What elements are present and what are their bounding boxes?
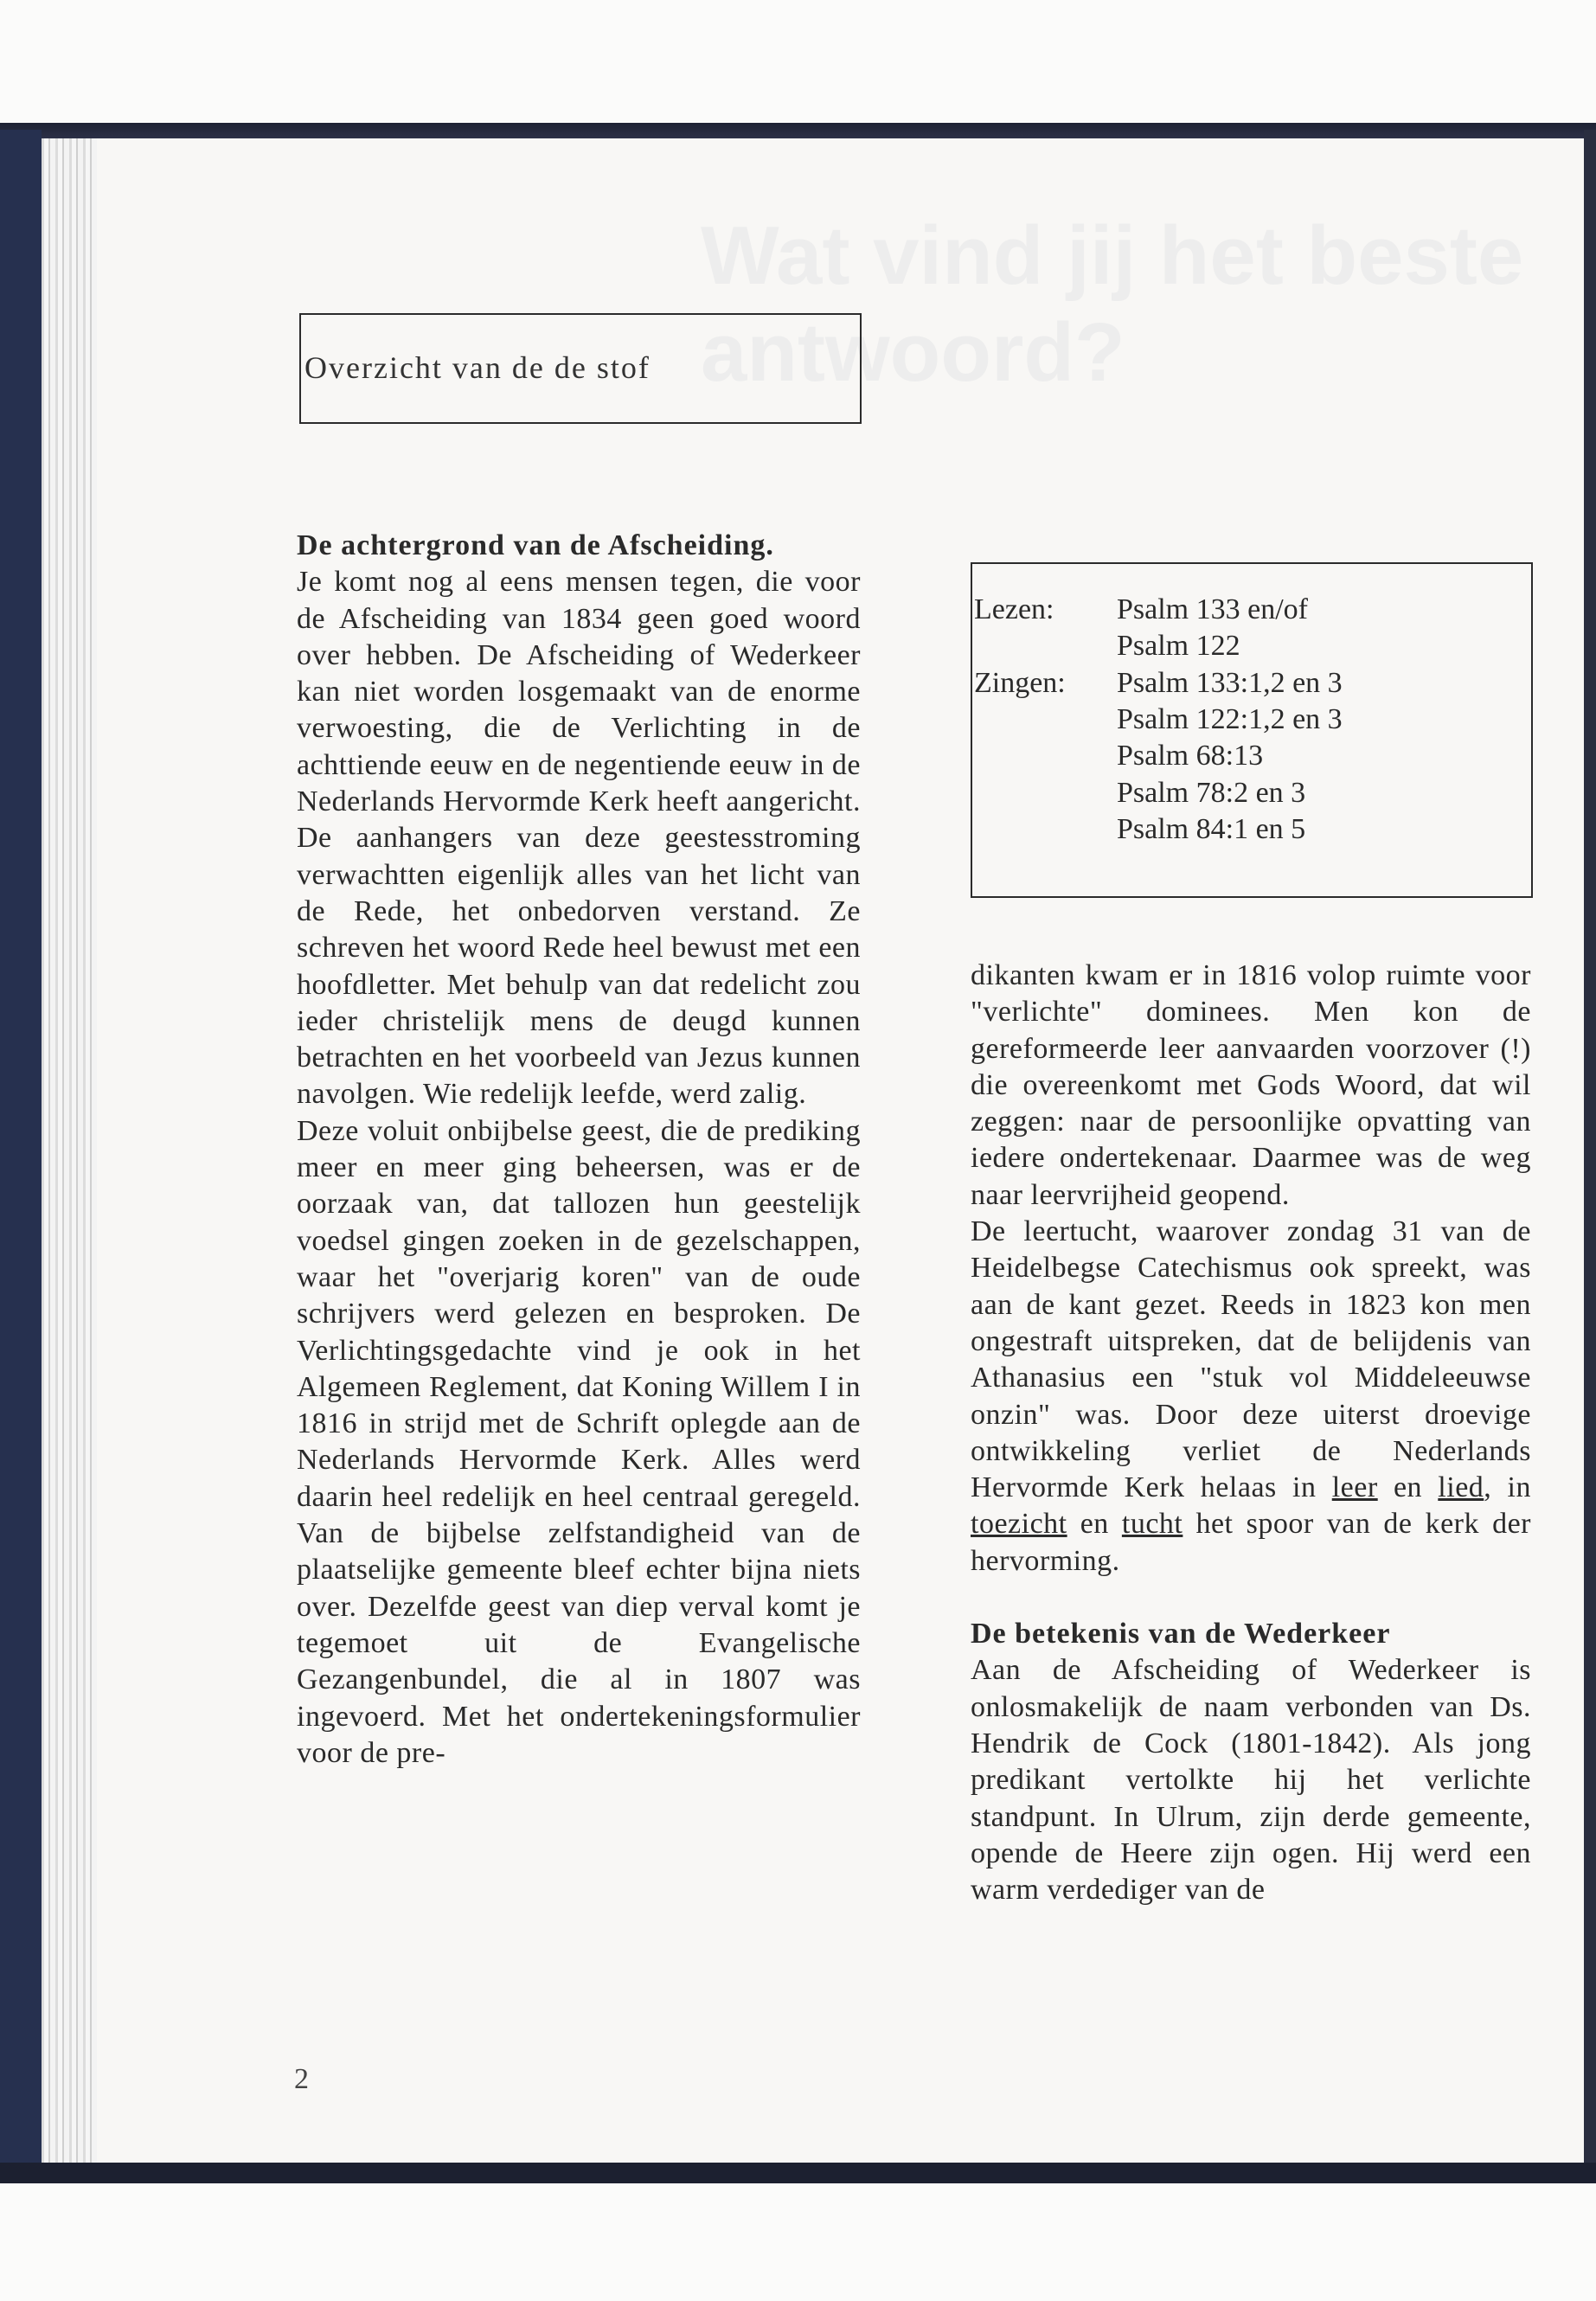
reading-item: Psalm 122 xyxy=(1117,630,1240,662)
book-binding-bottom xyxy=(0,2163,1596,2183)
overview-box xyxy=(299,313,862,424)
singing-item: Psalm 133:1,2 en 3 xyxy=(1117,667,1343,699)
singing-item: Psalm 122:1,2 en 3 xyxy=(1117,703,1343,735)
text-run: en xyxy=(1067,1508,1122,1541)
reading-item: Psalm 133 en/of xyxy=(1117,593,1308,625)
text-run: het spoor van de kerk der hervorming. xyxy=(971,1508,1531,1577)
paragraph-church-discipline xyxy=(971,1214,1531,1580)
text-run: en xyxy=(1377,1471,1439,1504)
singing-item: Psalm 78:2 en 3 xyxy=(1117,777,1306,809)
book-binding-right xyxy=(1584,130,1596,2176)
book-binding-left xyxy=(0,130,42,2176)
section-heading-background: De achtergrond van de Afscheiding. xyxy=(297,529,774,561)
left-column xyxy=(297,528,861,1772)
overview-title: Overzicht van de de stof xyxy=(304,350,651,385)
text-run: , in xyxy=(1484,1471,1531,1504)
reading-singing-box xyxy=(971,562,1533,898)
paragraph-unbiblical-spirit: Deze voluit onbijbelse geest, die de prediking meer en meer ging beheersen, was er de oorzaak van, dat tallozen hun geestelijk voedsel gingen zoeken in de gezelschappen, waar het "overjarig koren" van de oude schrijvers werd gelezen en besproken. De Verlichtingsgedachte vind je ook in het Algemeen Reglement, dat Koning Willem I in 1816 in strijd met de Schrift oplegde aan de Nederlands Hervormde Kerk. Alles werd daarin heel redelijk en heel centraal geregeld. Van de bijbelse zelfstandigheid van de plaatselijke gemeente bleef echter bijna niets over. Dezelfde geest van diep verval komt je tegemoet uit de Evangelische Gezangenbundel, die al in 1807 was ingevoerd. Met het ondertekeningsformulier voor de pre- xyxy=(297,1114,861,1769)
underlined-word-leer: leer xyxy=(1331,1471,1378,1504)
paragraph-enlightenment: Je komt nog al eens mensen tegen, die voor de Afscheiding van 1834 geen goed woord over hebben. De Afscheiding of Wederkeer kan niet worden losgemaakt van de enorme verwoesting, die de Verlichting in de achttiende eeuw en de negentiende eeuw in de Nederlands Hervormde Kerk heeft aangericht. De aanhangers van deze geestesstroming verwachtten eigenlijk alles van het licht van de Rede, het onbedorven verstand. Ze schreven het woord Rede heel bewust met een hoofdletter. Met behulp van dat redelicht zou ieder christelijk mens de deugd kunnen betrachten en het voorbeeld van Jezus kunnen navolgen. Wie redelijk leefde, werd zalig. xyxy=(297,566,861,1111)
page-number: 2 xyxy=(294,2063,309,2095)
singing-item: Psalm 84:1 en 5 xyxy=(1117,813,1306,845)
underlined-word-tucht: tucht xyxy=(1121,1508,1183,1541)
book-binding-top xyxy=(0,123,1596,138)
underlined-word-toezicht: toezicht xyxy=(971,1508,1067,1541)
text-run: De leertucht, waarover zondag 31 van de Heidelbegse Catechismus ook spreekt, was aan de kant gezet. Reeds in 1823 kon men ongestraft uitspreken, dat de belijdenis van Athanasius een "stuk vol Middeleeuwse onzin" was. Door deze uiterst droevige ontwikkeling verliet de Nederlands Hervormde Kerk helaas in xyxy=(971,1215,1531,1504)
reading-label: Lezen: xyxy=(974,593,1054,625)
underlined-word-lied: lied xyxy=(1438,1471,1484,1504)
section-heading-meaning: De betekenis van de Wederkeer xyxy=(971,1618,1391,1650)
singing-item: Psalm 68:13 xyxy=(1117,740,1264,772)
paragraph-de-cock: Aan de Afscheiding of Wederkeer is onlosmakelijk de naam verbonden van Ds. Hendrik de Cock (1801-1842). Als jong predikant vertolkte hij het verlichte standpunt. In Ulrum, zijn derde gemeente, opende de Heere zijn ogen. Hij werd een warm verdediger van de xyxy=(971,1654,1531,1907)
page-edges xyxy=(42,138,97,2167)
right-column xyxy=(971,958,1531,1908)
singing-label: Zingen: xyxy=(974,667,1066,699)
paragraph-enlightened-ministers: dikanten kwam er in 1816 volop ruimte voor "verlichte" dominees. Men kon de gereformeerde leer aanvaarden voorzover (!) die overeenkomt met Gods Woord, dat wil zeggen: naar de persoonlijke opvatting van iedere ondertekenaar. Daarmee was de weg naar leervrijheid geopend. xyxy=(971,959,1531,1211)
bleed-through-text: Wat vind jij het beste antwoord? xyxy=(701,209,1524,399)
